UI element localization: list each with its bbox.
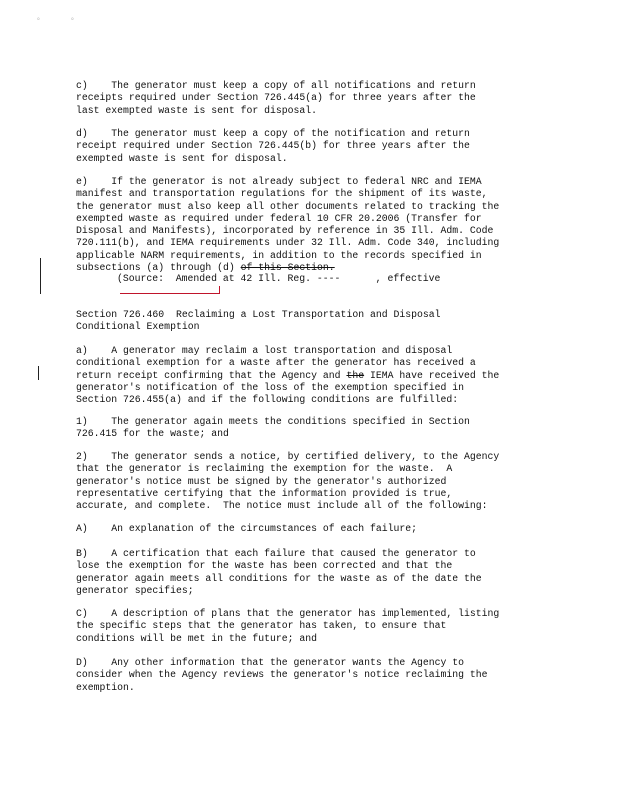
- paragraph-a-text-continued: IEMA have received the generator's notification of the loss of the exemption specified in Section 726.455(a) and if the following conditions are fulfilled:: [76, 369, 500, 406]
- red-tick: [219, 286, 220, 294]
- scan-mark: °: [70, 17, 75, 26]
- struck-text: of this Section.: [240, 262, 335, 274]
- revision-bar: [40, 258, 41, 294]
- paragraph-e-text: e) If the generator is not already subject to federal NRC and IEMA manifest and transportation regulations for the shipment of its waste, the generator must also keep all other documents related to tracking the exempted waste as required under federal 10 CFR 20.2006 (Transfer for Disposal and Manifests), incorporated by reference in 35 Ill. Adm. Code 720.111(b), and IEMA requirements under 32 Ill. Adm. Code 340, including applicable NARM requirements, in addition to the records specified in subsections (a) through (d): [76, 176, 500, 274]
- paragraph-C: C) A description of plans that the generator has implemented, listing the specific steps that the generator has taken, to ensure that conditions will be met in the future; and: [76, 608, 500, 644]
- paragraph-D: D) Any other information that the generator wants the Agency to consider when the Agency reviews the generator's notice reclaiming the exemption.: [76, 657, 488, 693]
- scan-mark: °: [36, 17, 41, 26]
- source-note: (Source: Amended at 42 Ill. Reg. ---- , effective: [117, 273, 441, 284]
- paragraph-a-text: a) A generator may reclaim a lost transportation and disposal conditional exemption for a waste after the generator has received a return receipt confirming that the Agency and: [76, 345, 476, 381]
- paragraph-d: d) The generator must keep a copy of the notification and return receipt required under Section 726.445(b) for three years after the exempted waste is sent for disposal.: [76, 128, 470, 164]
- paragraph-c: c) The generator must keep a copy of all notifications and return receipts required under Section 726.445(a) for three years after the last exempted waste is sent for disposal.: [76, 80, 476, 116]
- paragraph-2: 2) The generator sends a notice, by certified delivery, to the Agency that the generator is reclaiming the exemption for the waste. A generator's notice must be signed by the generator's authorized representative certifying that the information provided is true, accurate, and complete. The notice must include all of the following:: [76, 451, 500, 512]
- revision-bar: [38, 366, 39, 380]
- red-underline: [120, 293, 220, 294]
- struck-text: the: [346, 369, 365, 381]
- paragraph-1: 1) The generator again meets the conditions specified in Section 726.415 for the waste; and: [76, 416, 470, 440]
- paragraph-B: B) A certification that each failure that caused the generator to lose the exemption for the waste has been corrected and that the generator again meets all conditions for the waste as of the date the generator specifies;: [76, 548, 482, 596]
- section-heading: Section 726.460 Reclaiming a Lost Transportation and Disposal Conditional Exemption: [76, 309, 441, 333]
- paragraph-e: [76, 176, 546, 274]
- paragraph-a: [76, 345, 546, 406]
- paragraph-A: A) An explanation of the circumstances of each failure;: [76, 523, 417, 534]
